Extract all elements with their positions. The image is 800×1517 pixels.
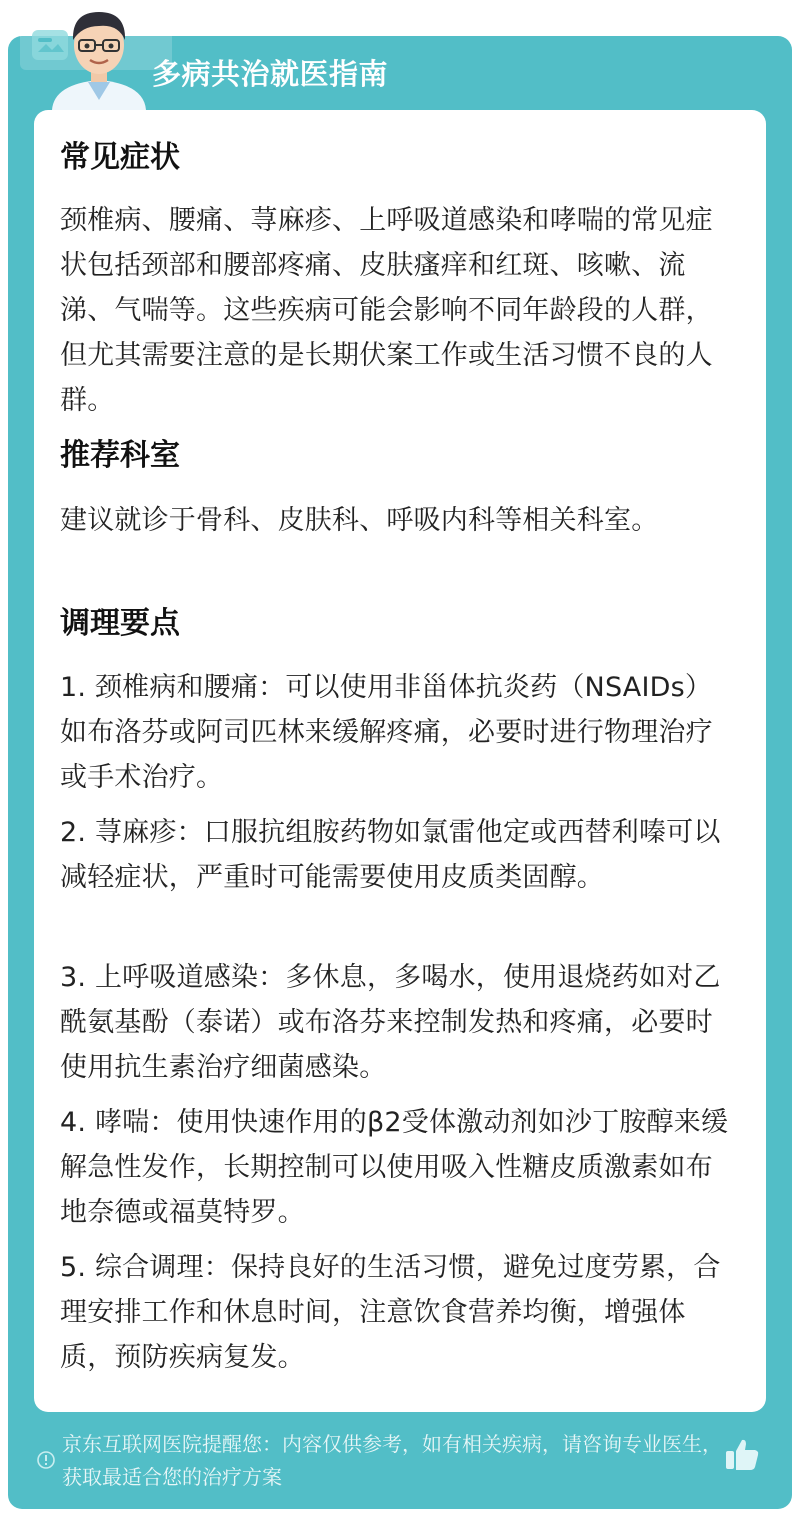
doctor-avatar	[44, 0, 154, 110]
thumbs-up-icon[interactable]	[724, 1436, 760, 1472]
content-card	[34, 110, 766, 1412]
footer-notice: 京东互联网医院提醒您：内容仅供参考，如有相关疾病，请咨询专业医生，获取最适合您的治疗方案	[62, 1432, 722, 1489]
care-tip-item: 2. 荨麻疹：口服抗组胺药物如氯雷他定或西替利嗪可以减轻症状，严重时可能需要使用皮质类固醇。	[60, 817, 721, 893]
care-tip-item: 5. 综合调理：保持良好的生活习惯，避免过度劳累，合理安排工作和休息时间，注意饮食营养均衡，增强体质，预防疾病复发。	[60, 1252, 721, 1373]
section-heading-care-tips: 调理要点	[60, 606, 180, 641]
care-tip-item: 1. 颈椎病和腰痛：可以使用非甾体抗炎药（NSAIDs）如布洛芬或阿司匹林来缓解疼痛，必要时进行物理治疗或手术治疗。	[60, 672, 713, 793]
info-icon	[36, 1450, 56, 1470]
symptoms-text: 颈椎病、腰痛、荨麻疹、上呼吸道感染和哮喘的常见症状包括颈部和腰部疼痛、皮肤瘙痒和红斑、咳嗽、流涕、气喘等。这些疾病可能会影响不同年龄段的人群，但尤其需要注意的是长期伏案工作或生活习惯不良的人群。	[60, 205, 713, 416]
care-tip-item: 4. 哮喘：使用快速作用的β2受体激动剂如沙丁胺醇来缓解急性发作，长期控制可以使用吸入性糖皮质激素如布地奈德或福莫特罗。	[60, 1107, 729, 1228]
page-title: 多病共治就医指南	[152, 57, 389, 91]
section-heading-departments: 推荐科室	[60, 438, 180, 473]
section-heading-symptoms: 常见症状	[60, 140, 180, 175]
care-tip-item: 3. 上呼吸道感染：多休息，多喝水，使用退烧药如对乙酰氨基酚（泰诺）或布洛芬来控制发热和疼痛，必要时使用抗生素治疗细菌感染。	[60, 962, 721, 1083]
departments-text: 建议就诊于骨科、皮肤科、呼吸内科等相关科室。	[60, 505, 659, 536]
